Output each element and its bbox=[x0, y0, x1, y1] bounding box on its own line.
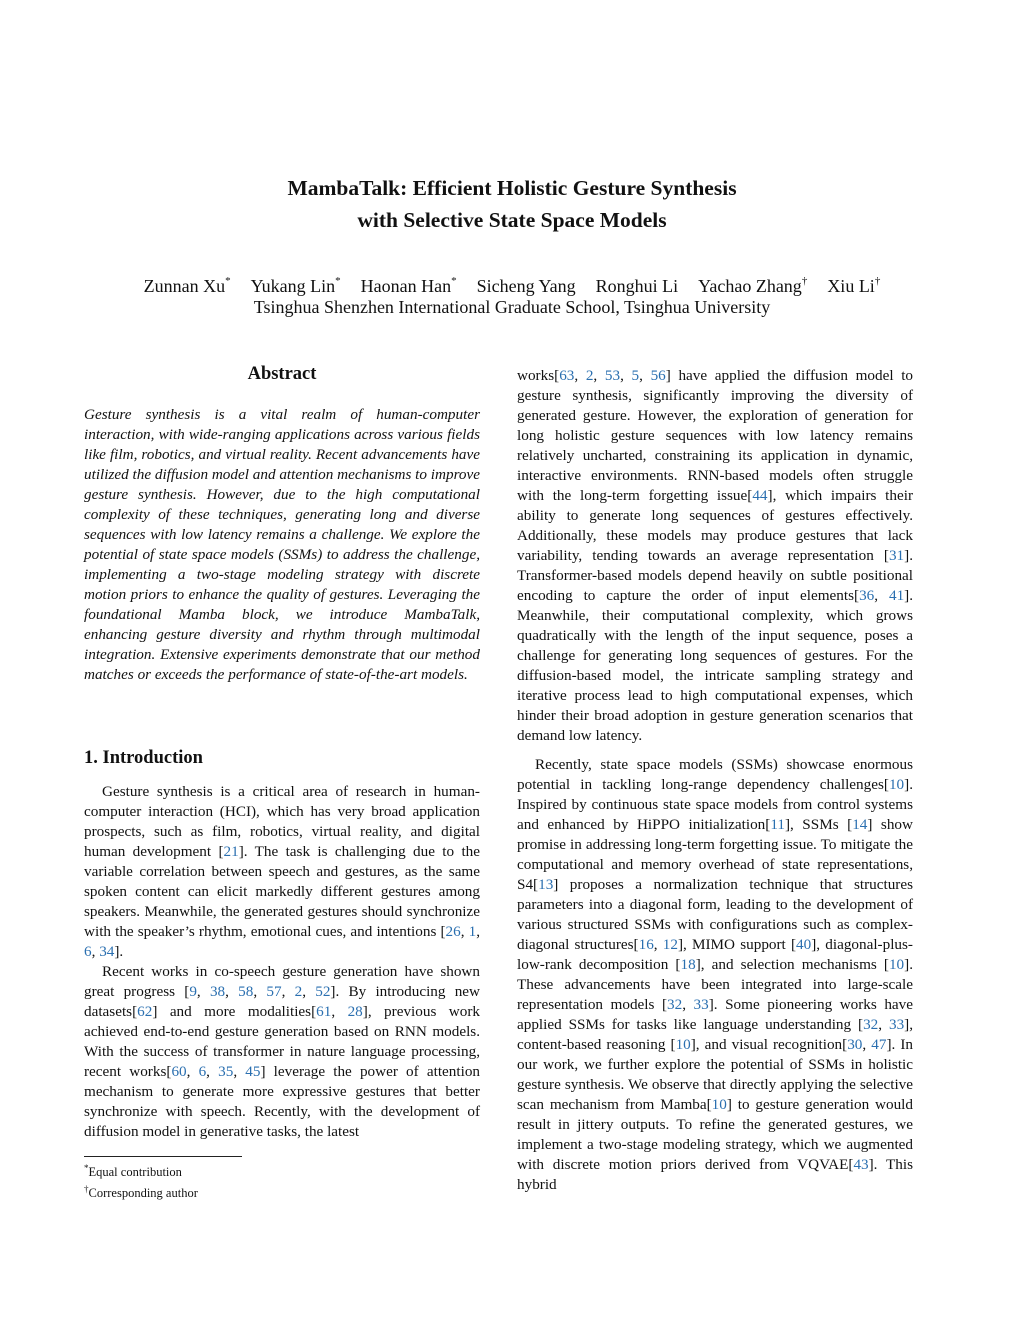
citation-link[interactable]: 2 bbox=[585, 367, 594, 384]
citation-link[interactable]: 10 bbox=[888, 776, 905, 793]
citation-link[interactable]: 32 bbox=[667, 996, 683, 1013]
footnote-mark: * bbox=[84, 1163, 89, 1173]
citation-link[interactable]: 56 bbox=[650, 367, 666, 384]
intro-paragraph-1: Gesture synthesis is a critical area of research in human-computer interaction (HCI), which has very broad application prospects, such as film, robotics, virtual reality, and digital human development [21]. The task is challenging due to the variable correlation between speech and gestures, as the same spoken content can elicit markedly different gestures among speakers. Meanwhile, the generated gestures should synchronize with the speaker’s rhythm, emotional cues, and intentions [26, 1, 6, 34]. bbox=[84, 783, 480, 960]
citation-link[interactable]: 58 bbox=[238, 983, 254, 1000]
citation-link[interactable]: 52 bbox=[315, 983, 331, 1000]
paper-title-line-1: MambaTalk: Efficient Holistic Gesture Synthesis bbox=[287, 176, 737, 200]
citation-link[interactable]: 44 bbox=[752, 487, 768, 504]
footnote-text: Corresponding author bbox=[88, 1186, 198, 1201]
footnote-mark: † bbox=[84, 1184, 89, 1195]
citation-link[interactable]: 11 bbox=[770, 816, 785, 833]
author-name-text: Ronghui Li bbox=[595, 276, 679, 296]
intro-paragraph-4: Recently, state space models (SSMs) showcase enormous potential in tackling long-range dependency challenges[10]. Inspired by continuous state space models from control systems and enhanced by HiPPO initialization[11], SSMs [14] show promise in addressing long-term forgetting issue. To mitigate the computational and memory overhead of state representations, S4[13] proposes a normalization technique that structures parameters into a diagonal form, leading to the development of various structured SSMs with configurations such as complex-diagonal structures[16, 12], MIMO support [40], diagonal-plus-low-rank decomposition [18], and selection mechanisms [10]. These advancements have been integrated into large-scale representation models [32, 33]. Some pioneering works have applied SSMs for tasks like language understanding [32, 33], content-based reasoning [10], and visual recognition[30, 47]. In our work, we further explore the potential of SSMs in holistic gesture synthesis. We observe that directly applying the selective scan mechanism from Mamba[10] to gesture generation would result in jittery outputs. To refine the generated gestures, we implement a two-stage modeling strategy, which we augmented with discrete motion priors derived from VQVAE[43]. This hybrid bbox=[517, 756, 914, 1193]
author-mark: * bbox=[335, 275, 341, 287]
citation-link[interactable]: 33 bbox=[888, 1016, 905, 1033]
citation-link[interactable]: 9 bbox=[189, 983, 197, 1000]
citation-link[interactable]: 13 bbox=[538, 876, 554, 893]
citation-link[interactable]: 35 bbox=[218, 1063, 234, 1080]
citation-link[interactable]: 16 bbox=[638, 936, 654, 953]
citation-link[interactable]: 45 bbox=[245, 1063, 261, 1080]
author-name bbox=[144, 276, 231, 296]
affiliation: Tsinghua Shenzhen International Graduate School, Tsinghua University bbox=[253, 297, 771, 317]
citation-link[interactable]: 47 bbox=[871, 1036, 887, 1053]
citation-link[interactable]: 32 bbox=[863, 1016, 879, 1033]
author-name bbox=[827, 276, 880, 296]
paper-title bbox=[0, 172, 1024, 236]
citation-link[interactable]: 63 bbox=[559, 367, 575, 384]
citation-link[interactable]: 2 bbox=[294, 983, 303, 1000]
citation-link[interactable]: 5 bbox=[631, 367, 640, 384]
author-name-text: Sicheng Yang bbox=[476, 276, 576, 296]
abstract-text: Gesture synthesis is a vital realm of human-computer interaction, with wide-ranging applications across various fields like film, robotics, and virtual reality. Recent advancements have utilized the diffusion model and attention mechanisms to improve gesture synthesis. However, due to the high computational complexity of these techniques, generating long and diverse sequences with low latency remains a challenge. We explore the potential of state space models (SSMs) to address the challenge, implementing a two-stage modeling strategy with discrete motion priors to enhance the quality of gestures. Leveraging the foundational Mamba block, we introduce MambaTalk, enhancing gesture diversity and rhythm through multimodal integration. Extensive experiments demonstrate that our method matches or exceeds the performance of state-of-the-art models. bbox=[84, 406, 480, 683]
author-name-text: Yachao Zhang bbox=[698, 276, 802, 296]
citation-link[interactable]: 62 bbox=[137, 1003, 153, 1020]
citation-link[interactable]: 14 bbox=[852, 816, 868, 833]
citation-link[interactable]: 12 bbox=[662, 936, 678, 953]
paper-title-line-2: with Selective State Space Models bbox=[357, 208, 667, 232]
introduction-body-right bbox=[517, 366, 913, 1195]
citation-link[interactable]: 40 bbox=[796, 936, 812, 953]
author-name-text: Haonan Han bbox=[360, 276, 452, 296]
citation-link[interactable]: 36 bbox=[859, 587, 875, 604]
citation-link[interactable]: 43 bbox=[853, 1156, 869, 1173]
author-name-text: Yukang Lin bbox=[250, 276, 336, 296]
citation-link[interactable]: 31 bbox=[888, 547, 905, 564]
author-mark: * bbox=[225, 275, 231, 287]
author-name bbox=[361, 276, 457, 296]
citation-link[interactable]: 10 bbox=[888, 956, 905, 973]
citation-link[interactable]: 33 bbox=[693, 996, 709, 1013]
citation-link[interactable]: 10 bbox=[675, 1036, 691, 1053]
citation-link[interactable]: 6 bbox=[198, 1063, 207, 1080]
author-mark: † bbox=[801, 275, 808, 287]
author-name bbox=[596, 276, 679, 296]
intro-paragraph-2: Recent works in co-speech gesture generation have shown great progress [9, 38, 58, 57, 2, 52]. By introducing new datasets[62] and more modalities[61, 28], previous work achieved end-to-end gesture generation based on RNN models. With the success of transformer in nature language processing, recent works[60, 6, 35, 45] leverage the power of attention mechanism to generate more expressive gestures that better synchronize with speech. Recently, with the development of diffusion model in generative tasks, the latest bbox=[84, 963, 481, 1140]
citation-link[interactable]: 30 bbox=[847, 1036, 863, 1053]
citation-link[interactable]: 21 bbox=[223, 843, 239, 860]
citation-link[interactable]: 53 bbox=[604, 367, 621, 384]
author-mark: † bbox=[874, 275, 881, 287]
citation-link[interactable]: 41 bbox=[888, 587, 905, 604]
introduction-heading: 1. Introduction bbox=[84, 748, 203, 768]
author-name bbox=[477, 276, 576, 296]
citation-link[interactable]: 18 bbox=[680, 956, 696, 973]
author-name-text: Xiu Li bbox=[827, 276, 875, 296]
citation-link[interactable]: 60 bbox=[171, 1063, 187, 1080]
citation-link[interactable]: 38 bbox=[209, 983, 226, 1000]
citation-link[interactable]: 26 bbox=[445, 923, 461, 940]
citation-link[interactable]: 1 bbox=[468, 923, 477, 940]
citation-link[interactable]: 57 bbox=[266, 983, 282, 1000]
introduction-body-left bbox=[84, 782, 480, 1142]
citation-link[interactable]: 61 bbox=[316, 1003, 332, 1020]
abstract-heading: Abstract bbox=[247, 364, 317, 384]
citation-link[interactable]: 6 bbox=[84, 943, 92, 960]
footnote-1 bbox=[84, 1160, 198, 1181]
footnote-2 bbox=[84, 1181, 198, 1202]
author-name bbox=[698, 276, 807, 296]
citation-link[interactable]: 28 bbox=[347, 1003, 363, 1020]
author-name-text: Zunnan Xu bbox=[143, 276, 226, 296]
footnotes bbox=[84, 1160, 198, 1202]
citation-link[interactable]: 34 bbox=[99, 943, 115, 960]
footnote-rule bbox=[84, 1156, 242, 1157]
intro-paragraph-3: works[63, 2, 53, 5, 56] have applied the diffusion model to gesture synthesis, significantly improving the diversity of generated gesture. However, the exploration of generation for long holistic gesture sequences with low latency remains relatively uncharted, constraining its application in dynamic, interactive environments. RNN-based models often struggle with the long-term forgetting issue[44], which impairs their ability to generate long sequences of gestures effectively. Additionally, these models may produce gestures that lack variability, tending towards an average representation [31]. Transformer-based models depend heavily on subtle positional encoding to capture the order of input elements[36, 41]. Meanwhile, their computational complexity, which grows quadratically with the length of the input sequence, poses a challenge for generating long sequences of gestures. For the diffusion-based model, the intricate sampling strategy and iterative process lead to high computational expenses, which hinder their broad adoption in gesture generation scenarios that demand low latency. bbox=[517, 367, 914, 744]
footnote-text: Equal contribution bbox=[88, 1165, 182, 1180]
author-name bbox=[251, 276, 341, 296]
citation-link[interactable]: 10 bbox=[711, 1096, 727, 1113]
author-mark: * bbox=[451, 275, 457, 287]
